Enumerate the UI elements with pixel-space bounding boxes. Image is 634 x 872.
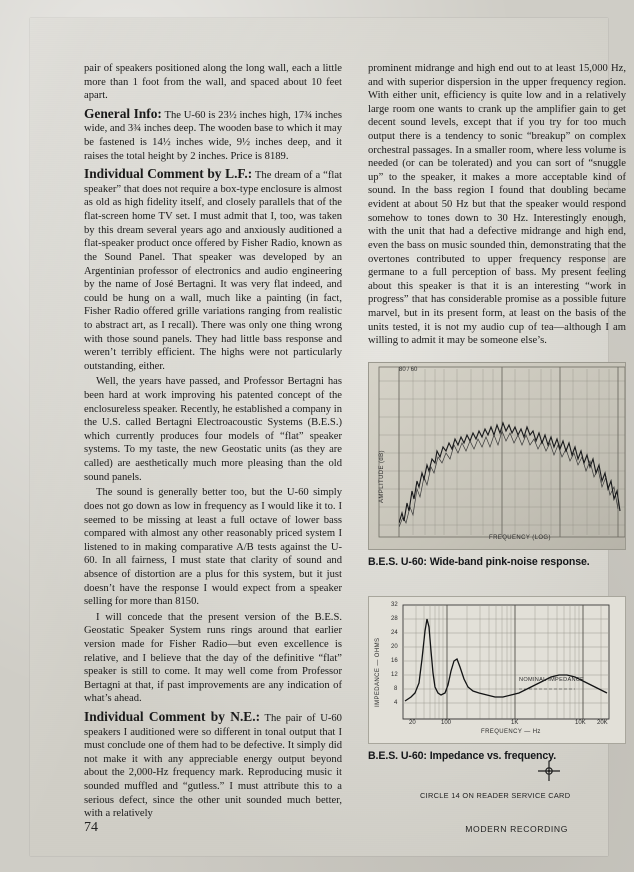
figure-impedance bbox=[368, 596, 626, 762]
impedance-x-axis-label: FREQUENCY — Hz bbox=[481, 729, 541, 735]
comment-lf-heading: Individual Comment by L.F.: bbox=[84, 166, 253, 182]
figure-pink-noise bbox=[368, 362, 626, 568]
impedance-ytick-28: 28 bbox=[391, 616, 398, 622]
impedance-svg bbox=[369, 597, 626, 744]
pink-noise-plot bbox=[368, 362, 626, 550]
pink-noise-x-axis-label: FREQUENCY (LOG) bbox=[489, 535, 551, 541]
impedance-ytick-4: 4 bbox=[394, 700, 398, 706]
reader-service-note: CIRCLE 14 ON READER SERVICE CARD bbox=[420, 791, 571, 800]
comment-lf-paragraph-4: I will concede that the present version of the B.E.S. Geostatic Speaker System runs rings around that earlier version made for Fisher Radio—but even excellence is relative, and I believe that the day of the definitive “flat” speaker is still to come. It may well come from Professor Bertagni at that, if past improvements are any indication of what’s ahead. bbox=[84, 611, 342, 705]
section-general-info bbox=[84, 105, 342, 163]
impedance-xtick-100: 100 bbox=[441, 720, 452, 726]
impedance-ytick-16: 16 bbox=[391, 658, 398, 664]
impedance-xtick-20: 20 bbox=[409, 720, 416, 726]
impedance-ytick-12: 12 bbox=[391, 672, 398, 678]
right-text-column bbox=[368, 62, 626, 350]
comment-ne-heading: Individual Comment by N.E.: bbox=[84, 709, 261, 725]
pink-noise-y-axis-label: AMPLITUDE (dB) bbox=[379, 450, 385, 503]
left-text-column bbox=[84, 62, 342, 823]
nominal-impedance-annotation: NOMINAL IMPEDANCE bbox=[519, 677, 585, 683]
section-comment-ne bbox=[84, 708, 342, 821]
page-number: 74 bbox=[84, 820, 98, 835]
impedance-ytick-20: 20 bbox=[391, 644, 398, 650]
pink-noise-svg bbox=[369, 363, 626, 550]
impedance-xtick-1k: 1K bbox=[511, 720, 519, 726]
comment-lf-paragraph-3: The sound is generally better too, but the U-60 simply does not go down as low in frequency as I would like it to. I seemed to be missing at least a full octave of lower bass compared with almost any other reasonably priced system I listened to in making comparative A/B tests against the U-60. In all fairness, I must state that clarity of sound and absence of distortion are a plus for this system, but it just doesn’t have the response I would expect from a speaker selling for more than 8150. bbox=[84, 487, 342, 608]
impedance-ytick-24: 24 bbox=[391, 630, 398, 636]
impedance-ytick-8: 8 bbox=[394, 686, 398, 692]
figure-1-caption: B.E.S. U-60: Wide-band pink-noise response. bbox=[368, 556, 590, 568]
impedance-ytick-32: 32 bbox=[391, 602, 398, 608]
pink-noise-corner-label: 80 / 60 bbox=[399, 367, 418, 373]
paper-sheet bbox=[30, 18, 626, 856]
comment-ne-paragraph-1: The pair of U-60 speakers I auditioned were so different in tonal output that I must conclude one of them had to be defective. It simply did not make it with any appreciable energy output beyond about the 2,000-Hz frequency mark. Reproducing music it sounded muffled and “gutless.” I must attribute this to a serious defect, since the other unit sounded much better, with a relatively bbox=[84, 713, 342, 820]
figure-2-caption: B.E.S. U-60: Impedance vs. frequency. bbox=[368, 750, 557, 762]
comment-lf-paragraph-1: The dream of a “flat speaker” that does not require a box-type enclosure is almost as old as high fidelity itself, and closely parallels that of the flat-screen home TV set. I must admit that I, too, was taken by this dream several years ago and anxiously auditioned a flat-speaker product once offered by Fisher Radio, known as the Sound Panel. That speaker was developed by an Argentinian professor of electronics and audio engineering by the name of José Bertagni. It was very flat indeed, and could be hung on a wall, much like a painting (in fact, Fisher Radio offered grille variations ranging from realistic to abstract art, as I recall). There was only one thing wrong with those sound panels. They had little bass response and weren’t terribly efficient. The highs were not particularly outstanding, either. bbox=[84, 170, 342, 372]
impedance-xtick-20k: 20K bbox=[597, 720, 608, 726]
section-comment-lf bbox=[84, 165, 342, 373]
general-info-text: The U-60 is 23½ inches high, 17¾ inches wide, and 3¾ inches deep. The wooden base to which it may be fastened is 14½ inches wide, 9½ inches deep, and it raises the total height by 2 inches. Price is 8189. bbox=[84, 109, 342, 162]
general-info-heading: General Info: bbox=[84, 105, 162, 121]
impedance-xtick-10k: 10K bbox=[575, 720, 586, 726]
comment-lf-paragraph-2: Well, the years have passed, and Professor Bertagni has been hard at work improving his patented concept of the enclosureless speaker. Recently, he established a company in the U.S. called Bertagni Electroacoustic Systems (B.E.S.) which currently produces four models of “flat” speaker systems. To my taste, the new Geostatic units (as they are called) are aesthetically much more pleasing than the old sound panels. bbox=[84, 376, 342, 483]
paragraph-intro: pair of speakers positioned along the long wall, each a little more than 1 foot from the wall, and spaced about 10 feet apart. bbox=[84, 63, 342, 102]
impedance-plot bbox=[368, 596, 626, 744]
impedance-y-axis-label: IMPEDANCE — OHMS bbox=[375, 637, 381, 707]
right-paragraph-1: prominent midrange and high end out to at least 15,000 Hz, and with superior dispersion in the upper frequency region. With either unit, efficiency is quite low and in a relatively large room one wants to crank up the amplifier gain to get decent sound levels, except that if you try for too much output there is a tendency to sonic “breakup” on complex orchestral passages. In a smaller room, where less volume is needed (or can be tolerated) and you can sort of “snuggle up” to the speaker, it makes a more acceptable kind of sound. In the bass region I found that doubling became evident at about 50 Hz but that the speaker would respond somehow to tones down to 30 Hz. Interestingly enough, with the unit that had a defective midrange and high end, even the bass on music sounded thin, demonstrating that the overtones contributed to upper frequency response are germane to a full perception of bass. My present feeling about this speaker is that it is an interesting “work in progress” that has considerable promise as a possible future marvel, but in its present form, at least on the basis of the units tested, it is not my audio cup of tea—although I am willing to admit it may be someone else’s. bbox=[368, 63, 626, 347]
magazine-name: MODERN RECORDING bbox=[465, 824, 568, 834]
publisher-logo-icon bbox=[534, 758, 564, 784]
